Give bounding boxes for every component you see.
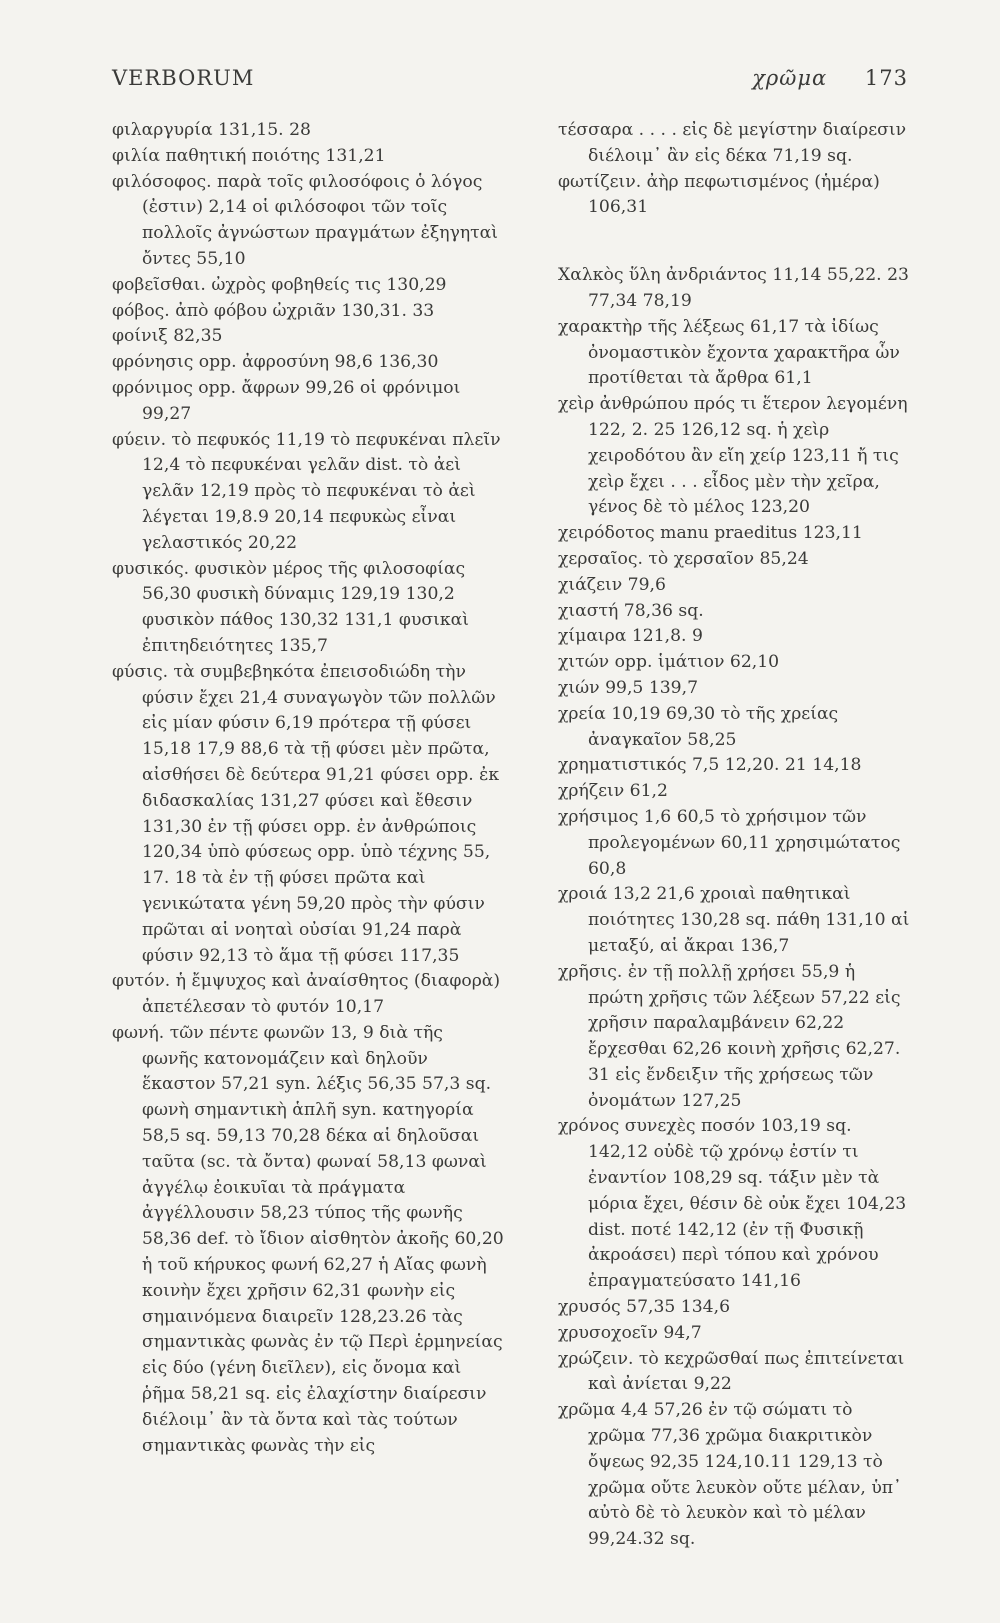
page-number: 173 (864, 66, 908, 90)
index-entry: χερσαῖος. τὸ χερσαῖον 85,24 (558, 548, 809, 569)
index-entry: χρηματιστικός 7,5 12,20. 21 14,18 (558, 755, 862, 776)
index-entry: Χαλκὸς ὕλη ἀνδριάντος 11,14 55,22. 23 77,34 78,19 (558, 265, 909, 311)
index-entry: φόβος. ἀπὸ φόβου ὠχριᾶν 130,31. 33 (112, 300, 435, 321)
index-entry: φιλαργυρία 131,15. 28 (112, 120, 311, 140)
index-entry: φύσις. τὰ συμβεβηκότα ἐπεισοδιώδη τὴν φύσιν ἔχει 21,4 συναγωγὸν τῶν πολλῶν εἰς μίαν φύσιν 6,19 πρότερα τῇ φύσει 15,18 17,9 88,6 τὰ τῇ φύσει μὲν πρῶτα, αἰσθήσει δὲ δεύτερα 91,21 φύσει opp. ἐκ διδασκαλίας 131,27 φύσει καὶ ἔθεσιν 131,30 ἐν τῇ φύσει opp. ἐν ἀνθρώποις 120,34 ὑπὸ φύσεως opp. ὑπὸ τέχνης 55, 17. 18 τὰ ἐν τῇ φύσει πρῶτα καὶ γενικώτατα γένη 59,20 πρὸς τὴν φύσιν πρῶται αἱ νοηταὶ οὐσίαι 91,24 παρὰ φύσιν 92,13 τὸ ἅμα τῇ φύσει 117,35 (112, 661, 500, 966)
index-entry: χρῶμα 4,4 57,26 ἐν τῷ σώματι τὸ χρῶμα 77,36 χρῶμα διακριτικὸν ὄψεως 92,35 124,10.11 129,13 τὸ χρῶμα οὔτε λευκὸν οὔτε μέλαν, ὑπ᾽ αὐτὸ δὲ τὸ λευκὸν καὶ τὸ μέλαν 99,24.32 sq. (558, 1400, 902, 1550)
index-entry: χιών 99,5 139,7 (558, 677, 699, 698)
index-entry: φοβεῖσθαι. ὠχρὸς φοβηθείς τις 130,29 (112, 274, 447, 295)
index-entry: χρήσιμος 1,6 60,5 τὸ χρήσιμον τῶν προλεγομένων 60,11 χρησιμώτατος 60,8 (558, 806, 901, 879)
right-column (558, 118, 910, 1553)
index-entry: φύειν. τὸ πεφυκός 11,19 τὸ πεφυκέναι πλεῖν 12,4 τὸ πεφυκέναι γελᾶν dist. τὸ ἀεὶ γελᾶν 12,19 πρὸς τὸ πεφυκέναι τὸ ἀεὶ λέγεται 19,8.9 20,14 πεφυκὼς εἶναι γελαστικός 20,22 (112, 429, 501, 553)
head-word: χρῶμα (752, 66, 828, 90)
index-entry: χρυσοχοεῖν 94,7 (558, 1322, 702, 1343)
index-entry: χρυσός 57,35 134,6 (558, 1297, 731, 1318)
page-header (112, 66, 908, 106)
index-entry: φωνή. τῶν πέντε φωνῶν 13, 9 διὰ τῆς φωνῆς κατονομάζειν καὶ δηλοῦν ἕκαστον 57,21 syn. λέξις 56,35 57,3 sq. φωνὴ σημαντικὴ ἁπλῆ syn. κατηγορία 58,5 sq. 59,13 70,28 δέκα αἱ δηλοῦσαι ταῦτα (sc. τὰ ὄντα) φωναί 58,13 φωναὶ ἀγγέλῳ ἐοικυῖαι τὰ πράγματα ἀγγέλλουσιν 58,23 τύπος τῆς φωνῆς 58,36 def. τὸ ἴδιον αἰσθητὸν ἀκοῆς 60,20 ἡ τοῦ κήρυκος φωνή 62,27 ἡ Αἴας φωνὴ κοινὴν ἔχει χρῆσιν 62,31 φωνὴν εἰς σημαινόμενα διαιρεῖν 128,23.26 τὰς σημαντικὰς φωνὰς ἐν τῷ Περὶ ἑρμηνείας εἰς δύο (γένη διεῖλεν), εἰς ὄνομα καὶ ῥῆμα 58,21 sq. εἰς ἐλαχίστην διαίρεσιν διέλοιμ᾽ ἂν τὰ ὄντα καὶ τὰς τούτων σημαντικὰς φωνὰς τὴν εἰς (112, 1022, 504, 1456)
index-entry: φιλόσοφος. παρὰ τοῖς φιλοσόφοις ὁ λόγος (ἐστιν) 2,14 οἱ φιλόσοφοι τῶν τοῖς πολλοῖς ἀγνώστων πραγμάτων ἐξηγηταὶ ὄντες 55,10 (112, 171, 499, 269)
index-entry-continued: τέσσαρα . . . . εἰς δὲ μεγίστην διαίρεσιν διέλοιμ᾽ ἂν εἰς δέκα 71,19 sq. (558, 120, 907, 166)
index-entry: χιτών opp. ἱμάτιον 62,10 (558, 652, 780, 673)
index-entry: χαρακτὴρ τῆς λέξεως 61,17 τὰ ἰδίως ὀνομαστικὸν ἔχοντα χαρακτῆρα ὧν προτίθεται τὰ ἄρθρα 61,1 (558, 316, 900, 389)
index-entry: χρήζειν 61,2 (558, 781, 668, 802)
index-entry: φρόνησις opp. ἀφροσύνη 98,6 136,30 (112, 352, 439, 373)
index-entry: χειρόδοτος manu praeditus 123,11 (558, 523, 863, 544)
index-entry: φοίνιξ 82,35 (112, 326, 223, 347)
index-entry: χρόνος συνεχὲς ποσόν 103,19 sq. 142,12 οὐδὲ τῷ χρόνῳ ἐστίν τι ἐναντίον 108,29 sq. τάξιν μὲν τὰ μόρια ἔχει, θέσιν δὲ οὐκ ἔχει 104,23 dist. ποτέ 142,12 (ἐν τῇ Φυσικῇ ἀκροάσει) περὶ τόπου καὶ χρόνου ἐπραγματεύσατο 141,16 (558, 1116, 907, 1292)
index-entry: φυσικός. φυσικὸν μέρος τῆς φιλοσοφίας 56,30 φυσικὴ δύναμις 129,19 130,2 φυσικὸν πάθος 130,32 131,1 φυσικαὶ ἐπιτηδειότητες 135,7 (112, 558, 469, 656)
header-right (752, 66, 908, 90)
index-entry: χεὶρ ἀνθρώπου πρός τι ἕτερον λεγομένη 122, 2. 25 126,12 sq. ἡ χεὶρ χειροδότου ἂν εἴη χείρ 123,11 ἤ τις χεὶρ ἔχει . . . εἶδος μὲν τὴν χεῖρα, γένος δὲ τὸ μέλος 123,20 (558, 394, 908, 518)
index-entry: χιαστή 78,36 sq. (558, 600, 704, 621)
index-entry: φιλία παθητική ποιότης 131,21 (112, 145, 386, 166)
left-column (112, 118, 504, 1459)
index-entry: χιάζειν 79,6 (558, 574, 666, 595)
index-entry: φρόνιμος opp. ἄφρων 99,26 οἱ φρόνιμοι 99,27 (112, 377, 461, 424)
running-head: VERBORUM (112, 66, 255, 90)
index-entry: χρῆσις. ἐν τῇ πολλῇ χρήσει 55,9 ἡ πρώτη χρῆσις τῶν λέξεων 57,22 εἰς χρῆσιν παραλαμβάνειν 62,22 ἔρχεσθαι 62,26 κοινὴ χρῆσις 62,27. 31 εἰς ἔνδειξιν τῆς χρήσεως τῶν ὀνομάτων 127,25 (558, 961, 901, 1111)
index-entry: χροιά 13,2 21,6 χροιαὶ παθητικαὶ ποιότητες 130,28 sq. πάθη 131,10 αἱ μεταξύ, αἱ ἄκραι 136,7 (558, 884, 910, 956)
index-entry: φωτίζειν. ἀὴρ πεφωτισμένος (ἡμέρα) 106,31 (558, 171, 880, 218)
index-entry: χίμαιρα 121,8. 9 (558, 626, 703, 647)
index-entry: φυτόν. ἡ ἔμψυχος καὶ ἀναίσθητος (διαφορὰ) ἀπετέλεσαν τὸ φυτόν 10,17 (112, 971, 501, 1018)
section-gap (558, 221, 910, 263)
index-entry: χρώζειν. τὸ κεχρῶσθαί πως ἐπιτείνεται καὶ ἀνίεται 9,22 (558, 1348, 905, 1395)
index-entry: χρεία 10,19 69,30 τὸ τῆς χρείας ἀναγκαῖον 58,25 (558, 703, 839, 750)
